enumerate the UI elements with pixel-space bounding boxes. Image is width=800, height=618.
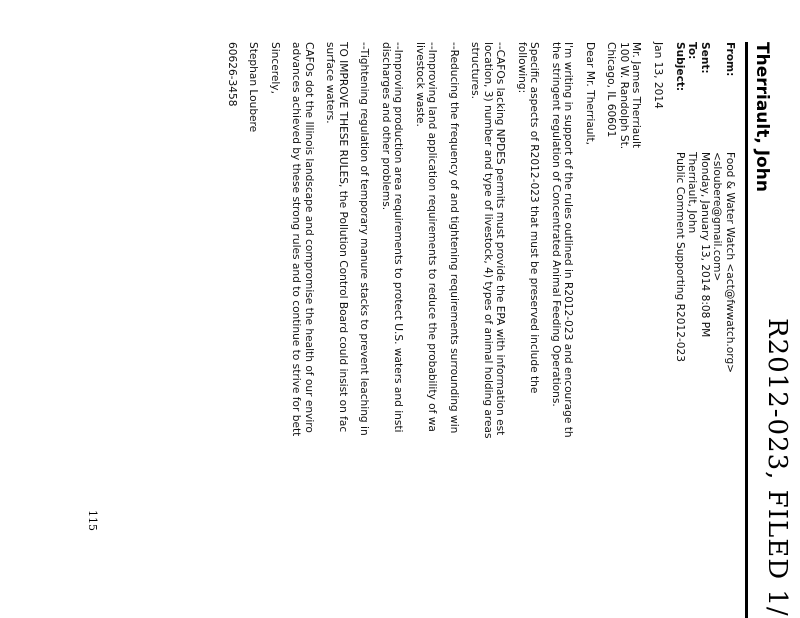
letter-body: [217, 42, 665, 618]
to-value: Therriault, John: [686, 152, 699, 234]
improve-paragraph: TO IMPROVE THESE RULES, the Pollution Control Board could insist on fac surface waters.: [324, 42, 349, 433]
address-line: Chicago, IL 60601: [605, 42, 618, 138]
aspects-paragraph: Specific aspects of R2012-023 that must be preserved include the following:: [516, 42, 541, 394]
letter-date: Jan 13, 2014: [652, 42, 664, 109]
intro-paragraph: I'm writing in support of the rules outlined in R2012-023 and encourage th the stringent regulation of Concentrated Animal Feeding Operations.: [550, 42, 575, 438]
sent-label: Sent:: [699, 42, 711, 74]
subject-value: Public Comment Supporting R2012-023: [674, 152, 686, 362]
from-value-email: <sloubere@gmail.com>: [711, 152, 724, 282]
from-value: Food & Water Watch <act@fwwatch.org>: [724, 152, 736, 374]
signer-name: Stephan Loubere: [247, 42, 260, 133]
point-npdes: --CAFOs lacking NPDES permits must provide the EPA with information est location, 3) number and type of livestock, 4) types of animal holding areas structures.: [469, 42, 507, 439]
address-line: Mr. James Therriault: [630, 42, 643, 149]
point-production-area: --Improving production area requirements to protect U.S. waters and insti discharges and other problems.: [380, 42, 405, 433]
from-label: From:: [724, 42, 736, 77]
recipient-address: [605, 42, 643, 618]
signoff: Sincerely,: [269, 42, 281, 94]
sender-name: Therriault, John: [752, 42, 772, 192]
filing-stamp: R2012-023, FILED 1/: [762, 318, 792, 617]
subject-label: Subject:: [674, 42, 686, 92]
sent-value: Monday, January 13, 2014 8:08 PM: [699, 152, 711, 338]
point-winter: --Reducing the frequency of and tightening requirements surrounding win: [448, 42, 460, 434]
address-line: 100 W. Randolph St.: [618, 42, 630, 150]
to-label: To:: [686, 42, 699, 60]
point-land-application: --Improving land application requirements to reduce the probability of wa livestock waste.: [414, 42, 439, 432]
salutation: Dear Mr. Therriault,: [584, 42, 596, 145]
point-manure-stacks: --Tightening regulation of temporary manure stacks to prevent leaching in: [358, 42, 371, 436]
email-header: [674, 42, 737, 618]
signer-zip: 60626-3458: [226, 42, 238, 107]
header-divider: [745, 42, 748, 618]
page-number: 115: [86, 510, 99, 531]
closing-paragraph: CAFOs dot the Illinois landscape and compromise the health of our enviro advances achieved by these strong rules and to continue to strive for bett: [290, 42, 315, 437]
